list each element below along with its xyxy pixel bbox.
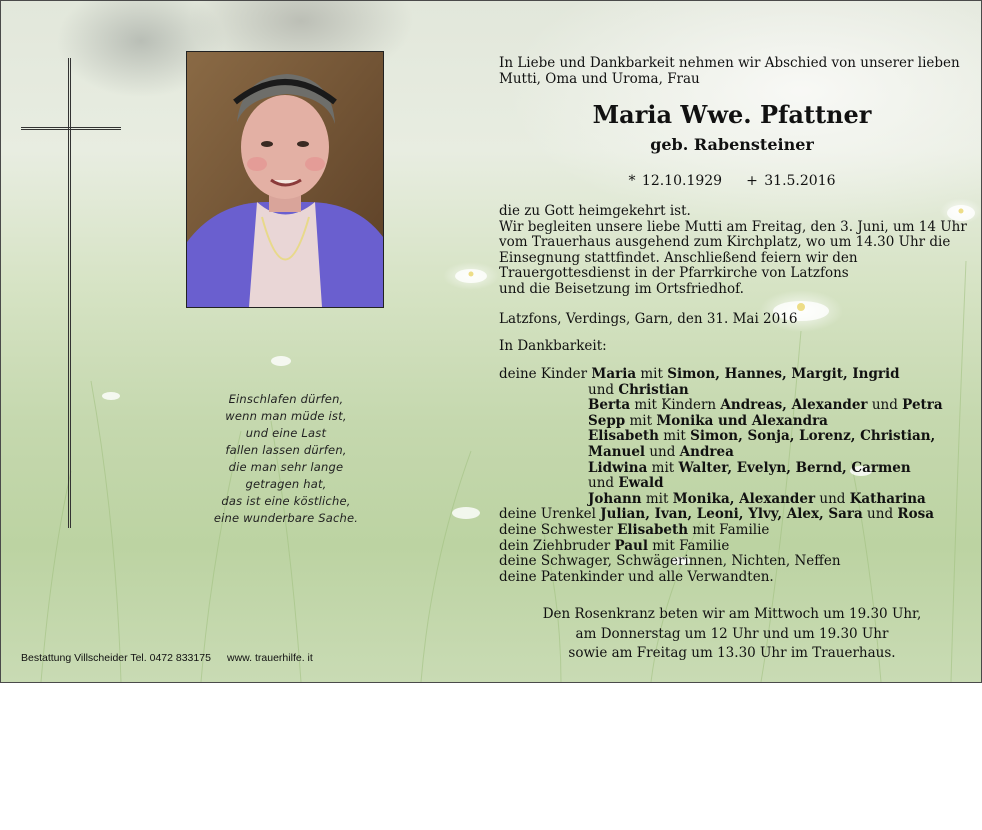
mourner-name: Andrea <box>679 443 734 460</box>
mourner-text: und <box>862 506 898 523</box>
mourner-name: Rosa <box>897 506 934 523</box>
mourner-text: mit <box>647 459 679 476</box>
intro-line: Mutti, Oma und Uroma, Frau <box>499 70 700 87</box>
rosary-line: am Donnerstag um 12 Uhr und um 19.30 Uhr <box>575 625 889 642</box>
funeral-home-contact: Bestattung Villscheider Tel. 0472 833175 <box>21 652 211 664</box>
mourner-name: Elisabeth <box>588 428 659 445</box>
mourner-text: und <box>867 397 903 414</box>
birth-date: * 12.10.1929 <box>628 173 723 189</box>
mourner-line <box>499 461 943 477</box>
poem <box>181 391 391 527</box>
body-line: vom Trauerhaus ausgehend zum Kirchplatz, wo um 14.30 Uhr die <box>499 234 951 251</box>
mourner-name: Petra <box>902 397 943 414</box>
birth-name: geb. Rabensteiner <box>650 135 814 154</box>
body-line: die zu Gott heimgekehrt ist. <box>499 203 691 219</box>
mourner-text: mit <box>641 490 673 507</box>
mourner-name: Andreas, Alexander <box>720 397 868 414</box>
mourner-line <box>499 367 943 383</box>
mourner-name: Ewald <box>618 475 664 492</box>
mourner-text: und <box>815 490 850 507</box>
mourner-name: Elisabeth <box>617 521 689 538</box>
mourner-text: und <box>588 381 619 398</box>
poem-line: Einschlafen dürfen, <box>228 392 344 406</box>
death-date: + 31.5.2016 <box>746 173 836 189</box>
body-line: Wir begleiten unsere liebe Mutti am Freitag, den 3. Juni, um 14 Uhr <box>499 218 967 235</box>
mourner-name: Lidwina <box>588 459 648 476</box>
rosary-line: Den Rosenkranz beten wir am Mittwoch um 19.30 Uhr, <box>542 606 922 622</box>
mourner-name: Monika und Alexandra <box>656 412 828 429</box>
mourner-text: deine Kinder <box>499 366 592 382</box>
mourner-name: Manuel <box>588 443 646 460</box>
mourner-text: deine Urenkel <box>499 506 601 523</box>
poem-line: das ist eine köstliche, <box>221 494 351 508</box>
mourners-list <box>499 367 943 585</box>
poem-line: fallen lassen dürfen, <box>225 443 347 457</box>
mourner-text: und <box>645 443 680 460</box>
mourner-name: Christian <box>618 381 689 398</box>
rosary-info <box>497 605 967 664</box>
mourner-text: mit Kindern <box>630 397 721 414</box>
mourner-line <box>499 554 943 570</box>
mourner-text: mit <box>658 428 691 445</box>
cross-horizontal <box>21 127 121 130</box>
body-line: Trauergottesdienst in der Pfarrkirche von Latzfons <box>499 265 849 282</box>
website-link[interactable]: www. trauerhilfe. it <box>227 652 313 664</box>
mourner-text: und <box>588 475 619 492</box>
poem-line: und eine Last <box>245 426 327 440</box>
life-dates <box>497 173 967 189</box>
mourner-text: dein Ziehbruder <box>499 537 615 554</box>
mourner-line <box>499 445 943 461</box>
mourner-name: Julian, Ivan, Leoni, Ylvy, Alex, Sara <box>600 506 863 523</box>
body-line: Einsegnung stattfindet. Anschließend feiern wir den <box>499 249 858 266</box>
body-line: und die Beisetzung im Ortsfriedhof. <box>499 280 744 297</box>
mourner-text: mit <box>625 412 657 429</box>
mourner-line <box>499 507 943 523</box>
thanks-heading: In Dankbarkeit: <box>499 338 607 354</box>
intro-line: In Liebe und Dankbarkeit nehmen wir Abschied von unserer lieben <box>499 55 960 71</box>
poem-line: wenn man müde ist, <box>225 409 347 423</box>
mourner-text: mit Familie <box>688 521 770 538</box>
mourner-line <box>499 476 943 492</box>
rosary-line: sowie am Freitag um 13.30 Uhr im Trauerhaus. <box>568 645 896 661</box>
poem-line: die man sehr lange <box>228 460 344 474</box>
mourner-text: deine Schwager, Schwägerinnen, Nichten, Neffen <box>499 553 841 570</box>
mourner-line <box>499 398 943 414</box>
poem-line: eine wunderbare Sache. <box>213 511 359 525</box>
deceased-name: Maria Wwe. Pfattner <box>592 100 872 129</box>
mourner-name: Katharina <box>849 490 926 507</box>
portrait-illustration <box>187 52 383 307</box>
place-date: Latzfons, Verdings, Garn, den 31. Mai 2016 <box>499 311 798 327</box>
mourner-line <box>499 429 943 445</box>
intro-text <box>499 56 960 87</box>
mourner-text: deine Patenkinder und alle Verwandten. <box>499 568 774 585</box>
mourner-name: Sepp <box>588 412 626 429</box>
announcement-body <box>499 204 967 298</box>
portrait-photo <box>186 51 384 308</box>
mourner-name: Johann <box>588 490 642 507</box>
mourner-name: Simon, Hannes, Margit, Ingrid <box>667 366 900 382</box>
mourner-line <box>499 492 943 508</box>
poem-line: getragen hat, <box>245 477 327 491</box>
mourner-name: Monika, Alexander <box>672 490 816 507</box>
mourner-name: Walter, Evelyn, Bernd, Carmen <box>678 459 911 476</box>
mourner-line <box>499 523 943 539</box>
mourner-line <box>499 570 943 586</box>
mourner-line <box>499 383 943 399</box>
mourner-name: Berta <box>588 397 631 414</box>
mourner-text: mit <box>636 366 668 382</box>
mourner-name: Paul <box>614 537 648 554</box>
mourner-text: deine Schwester <box>499 521 618 538</box>
mourner-name: Maria <box>591 366 637 382</box>
mourner-name: Simon, Sonja, Lorenz, Christian, <box>690 428 936 445</box>
mourner-line <box>499 414 943 430</box>
mourner-text: mit Familie <box>647 537 730 554</box>
mourner-line <box>499 539 943 555</box>
